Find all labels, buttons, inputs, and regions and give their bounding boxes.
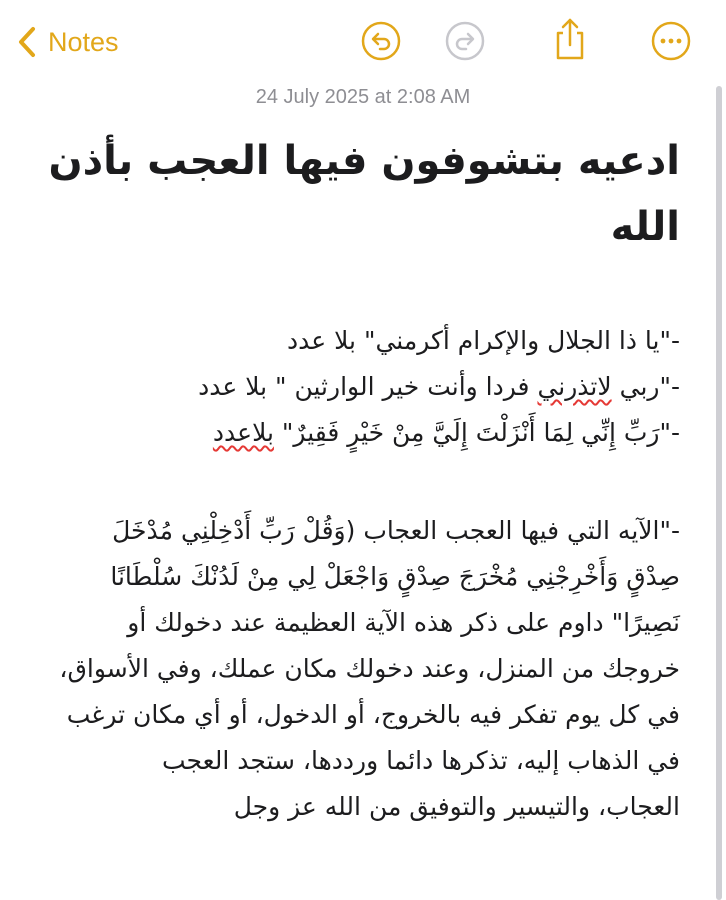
paragraph-line: خروجك من المنزل، وعند دخولك مكان عملك، وفي الأسواق، bbox=[59, 654, 680, 683]
undo-button[interactable] bbox=[361, 21, 401, 61]
paragraph-line: العجاب، والتيسير والتوفيق من الله عز وجل bbox=[233, 792, 680, 821]
spellcheck-word[interactable]: بلاعدد bbox=[212, 418, 274, 447]
dua-line: -"رَبِّ إِنِّي لِمَا أَنْزَلْتَ إِلَيَّ مِنْ خَيْرٍ فَقِيرٌ" بلاعدد bbox=[212, 418, 680, 447]
back-button[interactable] bbox=[16, 22, 119, 62]
share-icon bbox=[550, 16, 590, 62]
dua-list[interactable] bbox=[30, 318, 680, 456]
toolbar bbox=[0, 0, 726, 84]
undo-icon bbox=[361, 21, 401, 61]
scrollbar[interactable] bbox=[716, 86, 722, 900]
share-button[interactable] bbox=[550, 16, 590, 62]
dua-line: -"ربي لاتذرني فردا وأنت خير الوارثين " بلا عدد bbox=[198, 372, 680, 401]
redo-icon bbox=[445, 21, 485, 61]
paragraph-line: -"الآيه التي فيها العجب العجاب (وَقُلْ رَبِّ أَدْخِلْنِي مُدْخَلَ bbox=[112, 516, 680, 545]
dua-line: -"يا ذا الجلال والإكرام أكرمني" بلا عدد bbox=[287, 326, 680, 355]
back-label: Notes bbox=[48, 26, 119, 57]
spellcheck-word[interactable]: لاتذرني bbox=[537, 372, 612, 401]
paragraph-line: نَصِيرًا" داوم على ذكر هذه الآية العظيمة عند دخولك أو bbox=[127, 608, 680, 637]
chevron-left-icon bbox=[16, 25, 38, 59]
more-button[interactable] bbox=[651, 21, 691, 61]
more-icon bbox=[651, 21, 691, 61]
paragraph-line: صِدْقٍ وَأَخْرِجْنِي مُخْرَجَ صِدْقٍ وَاجْعَلْ لِي مِنْ لَدُنْكَ سُلْطَانًا bbox=[110, 562, 680, 591]
paragraph-line: في كل يوم تفكر فيه بالخروج، أو الدخول، أو أي مكان ترغب bbox=[66, 700, 680, 729]
verse-paragraph[interactable] bbox=[30, 508, 680, 830]
paragraph-line: في الذهاب إليه، تذكرها دائما ورددها، ستجد العجب bbox=[161, 746, 680, 775]
note-timestamp: 24 July 2025 at 2:08 AM bbox=[255, 86, 471, 108]
note-title[interactable]: ادعيه بتشوفون فيها العجب بأذن الله bbox=[48, 138, 680, 250]
redo-button[interactable] bbox=[445, 21, 485, 61]
